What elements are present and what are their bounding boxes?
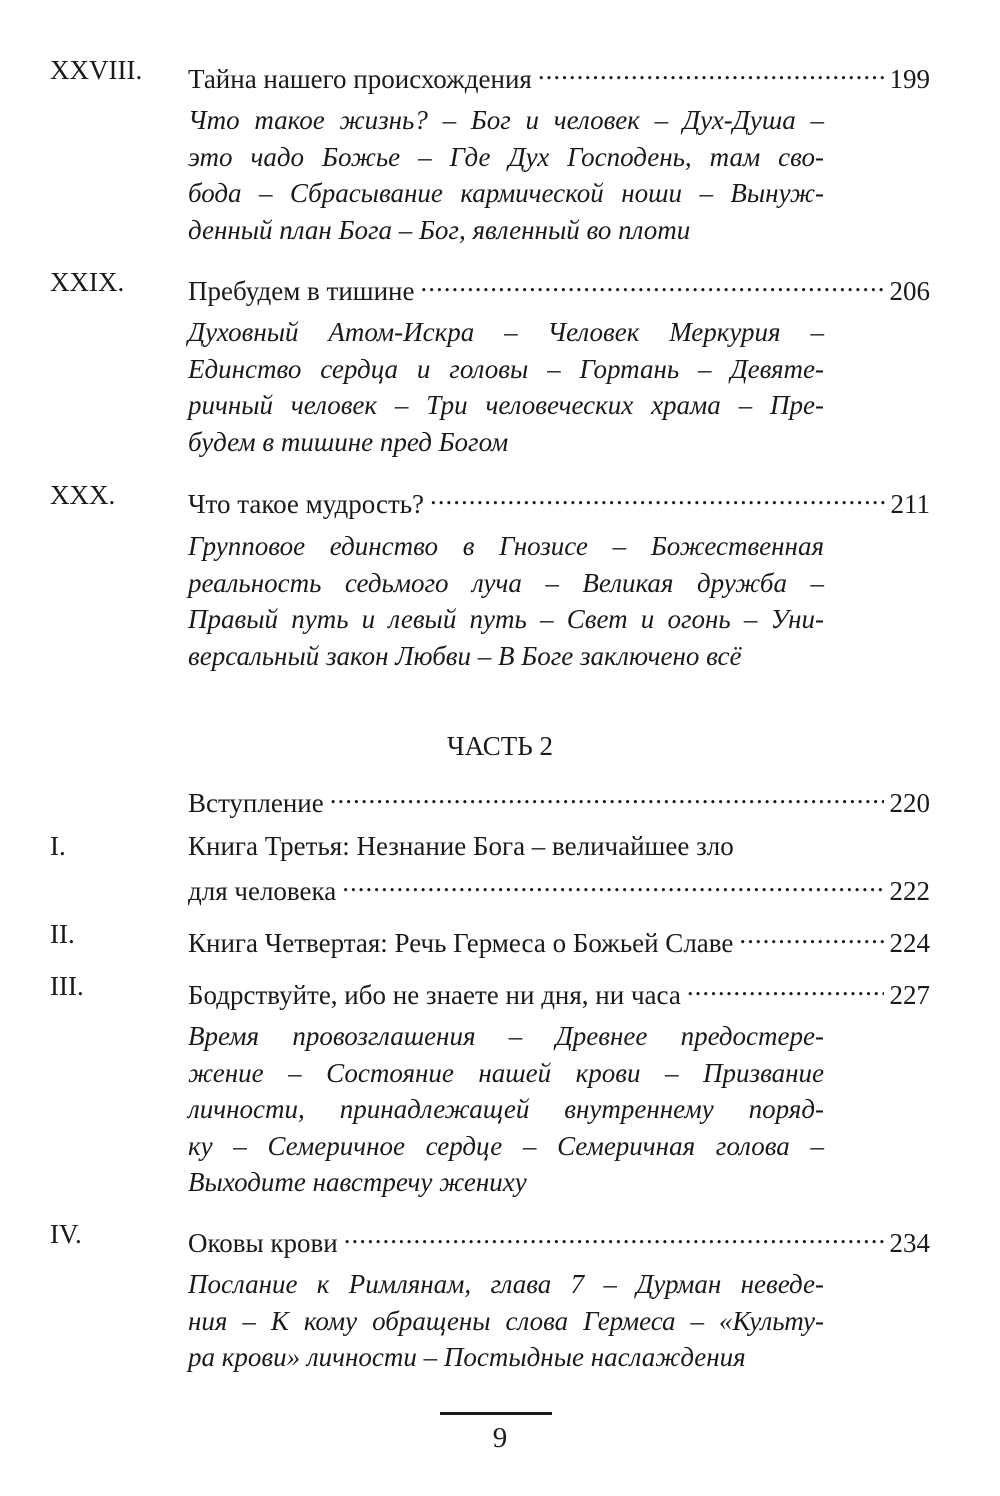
summary-line: Единство сердца и головы – Гортань – Девяте- <box>188 353 824 384</box>
leader-dots <box>344 1216 884 1252</box>
leader-dots <box>420 264 883 300</box>
toc-entry-xxx <box>50 477 930 519</box>
summary-line: это чадо Божье – Где Дух Господень, там сво- <box>188 141 824 172</box>
chapter-number: XXVIII. <box>50 55 143 85</box>
summary-line: Групповое единство в Гнозисе – Божественная <box>188 531 824 561</box>
chapter-title: Что такое мудрость? <box>188 489 425 519</box>
summary-line: бода – Сбрасывание кармической ноши – Вынуж- <box>188 178 824 208</box>
summary-line: денный план Бога – Бог, явленный во плоти <box>188 214 691 245</box>
toc-entry-xxix <box>50 264 930 306</box>
chapter-summary <box>188 528 824 674</box>
chapter-title: Оковы крови <box>188 1228 338 1258</box>
summary-line: ния – К кому обращены слова Гермеса – «Культу- <box>188 1305 824 1336</box>
chapter-summary <box>188 314 824 460</box>
chapter-title: Вступление <box>188 788 324 818</box>
page-ref: 199 <box>889 64 930 94</box>
leader-dots <box>687 968 884 1004</box>
chapter-title: Пребудем в тишине <box>188 276 415 306</box>
chapter-number: III. <box>50 971 84 1001</box>
summary-line: Духовный Атом-Искра – Человек Меркурия – <box>188 317 824 347</box>
leader-dots <box>342 864 883 900</box>
summary-line: версальный закон Любви – В Боге заключено всё <box>188 640 742 671</box>
part-heading: ЧАСТЬ 2 <box>447 731 553 761</box>
summary-line: ричный человек – Три человеческих храма – Пре- <box>188 390 824 420</box>
summary-line: Выходите навстречу жениху <box>188 1167 527 1197</box>
page-ref: 211 <box>890 489 930 519</box>
page-ref: 220 <box>889 788 930 818</box>
toc-entry-ii <box>50 916 930 958</box>
summary-line: жение – Состояние нашей крови – Призвание <box>188 1057 824 1088</box>
page-ref: 206 <box>889 276 930 306</box>
leader-dots <box>330 776 884 812</box>
summary-line: будем в тишине пред Богом <box>188 426 509 457</box>
summary-line: Правый путь и левый путь – Свет и огонь – Уни- <box>188 604 824 634</box>
summary-line: личности, принадлежащей внутреннему поряд- <box>188 1094 824 1124</box>
chapter-number: IV. <box>50 1219 82 1249</box>
page-ref: 227 <box>889 980 930 1010</box>
page-ref: 224 <box>889 928 930 958</box>
chapter-summary <box>188 102 824 248</box>
summary-line: Послание к Римлянам, глава 7 – Дурман неведе- <box>188 1269 824 1299</box>
footer-rule <box>440 1412 552 1415</box>
toc-entry-iv <box>50 1216 930 1258</box>
toc-entry-i-continued <box>50 864 930 906</box>
chapter-title: Тайна нашего происхождения <box>188 64 532 94</box>
chapter-title: Книга Третья: Незнание Бога – величайшее зло <box>188 831 734 861</box>
page-ref: 222 <box>889 876 930 906</box>
leader-dots <box>430 477 884 513</box>
chapter-summary <box>188 1018 824 1201</box>
chapter-number: XXIX. <box>50 267 125 297</box>
summary-line: Время провозглашения – Древнее предостере- <box>188 1021 824 1051</box>
toc-entry-i <box>50 828 930 864</box>
page-number: 9 <box>492 1422 508 1454</box>
toc-entry-intro <box>50 776 930 818</box>
chapter-number: II. <box>50 919 75 949</box>
leader-dots <box>739 916 883 952</box>
chapter-summary <box>188 1266 824 1376</box>
page-ref: 234 <box>889 1228 930 1258</box>
summary-line: Что такое жизнь? – Бог и человек – Дух-Душа – <box>188 105 824 135</box>
summary-line: ку – Семеричное сердце – Семеричная голова – <box>188 1130 824 1161</box>
summary-line: реальность седьмого луча – Великая дружба – <box>188 567 824 598</box>
chapter-number: I. <box>50 831 66 861</box>
leader-dots <box>538 52 884 88</box>
chapter-title: Книга Четвертая: Речь Гермеса о Божьей Славе <box>188 928 734 958</box>
chapter-title-continued: для человека <box>188 876 337 906</box>
chapter-number: XXX. <box>50 480 116 510</box>
toc-entry-iii <box>50 968 930 1010</box>
chapter-title: Бодрствуйте, ибо не знаете ни дня, ни часа <box>188 980 681 1010</box>
summary-line: ра крови» личности – Постыдные наслаждения <box>188 1342 746 1372</box>
toc-entry-xxviii <box>50 52 930 94</box>
